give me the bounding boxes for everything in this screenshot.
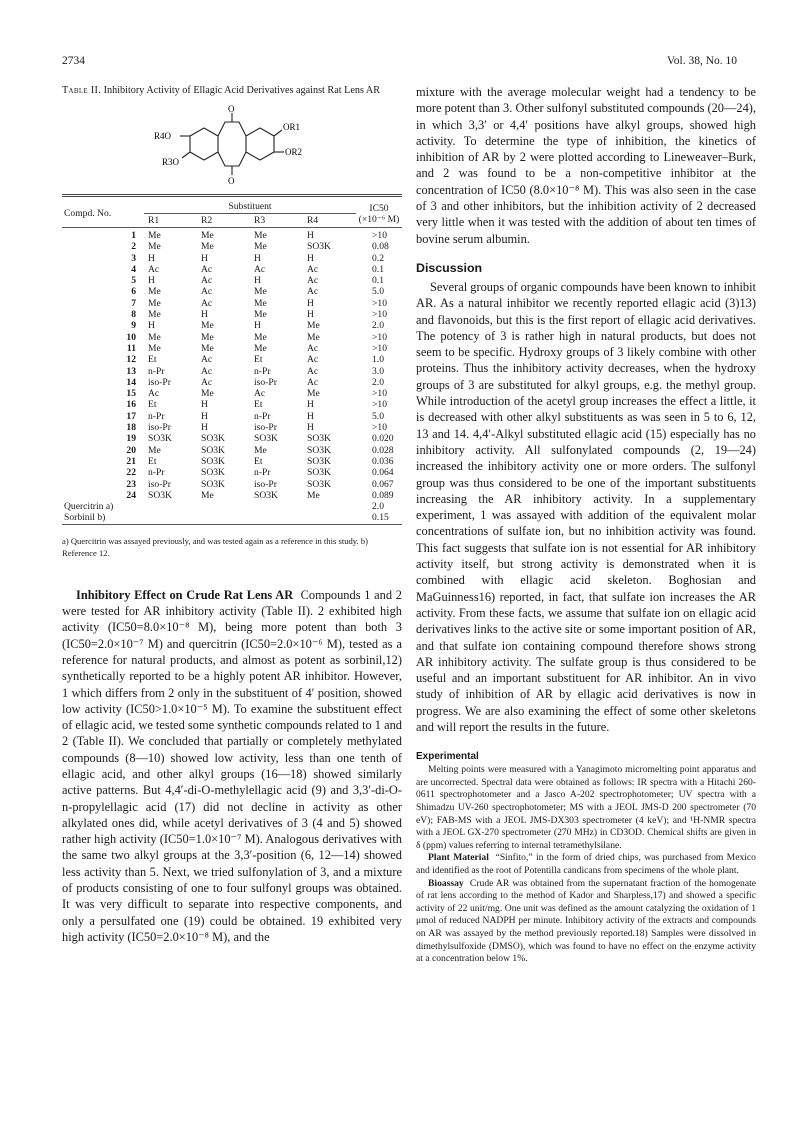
cell-r3: n-Pr	[254, 467, 271, 479]
cell-r2: Me	[201, 331, 214, 343]
cell-r1: SO3K	[148, 489, 172, 501]
cell-no: 1	[131, 230, 136, 241]
cell-no: 24	[126, 489, 136, 501]
experimental-paragraph: Melting points were measured with a Yanagimoto micromelting point apparatus and are uncorrected. Spectral data were obtained as follows: IR spectra with a Hitachi 260-0611 spectrophotometer and a Jasco A-202 spectrophotometer; UV spectra with a Shimadzu UV-260 spectrophotometer; MS with a JEOL JMS-D 200 spectrometer (70 eV); FAB-MS with a JEOL JMS-DX303 spectrometer (4 keV); and ¹H-NMR spectra with a JEOL GX-270 spectrometer (270 MHz) in CD3OD. Chemical shifts are given in δ (ppm) values referring to internal tetramethylsilane.	[416, 764, 756, 851]
table-row	[62, 286, 402, 297]
cell-ic50: 0.064	[372, 467, 394, 479]
cell-r2: Ac	[201, 376, 213, 388]
cell-r1	[144, 501, 197, 512]
cell-ic50: 2.0	[372, 376, 384, 388]
inhibition-table	[62, 194, 402, 527]
cell-r3: Me	[254, 342, 267, 354]
cell-r2: Ac	[201, 365, 213, 377]
cell-r1: H	[148, 252, 155, 264]
cell-ic50: 0.089	[372, 489, 394, 501]
cell-r3: SO3K	[254, 489, 278, 501]
cell-no: 20	[126, 444, 136, 456]
cell-r3	[250, 512, 303, 524]
table-caption	[62, 84, 402, 98]
cell-r2: Me	[201, 230, 214, 241]
cell-r4: H	[307, 297, 314, 309]
struct-or2: OR2	[285, 147, 303, 157]
cell-no: 19	[126, 433, 136, 445]
struct-o-bottom: O	[228, 176, 235, 186]
cell-ic50: 2.0	[372, 320, 384, 332]
cell-r1: iso-Pr	[148, 376, 171, 388]
cell-ic50: 3.0	[372, 365, 384, 377]
cell-ic50: 0.067	[372, 478, 394, 490]
cell-r2: H	[201, 309, 208, 321]
cell-r2: SO3K	[201, 433, 225, 445]
cell-r4: Ac	[307, 263, 319, 275]
cell-no: 4	[131, 263, 136, 275]
cell-r1: SO3K	[148, 433, 172, 445]
cell-r4: H	[307, 399, 314, 411]
table-row	[62, 377, 402, 388]
cell-r3: Et	[254, 455, 263, 467]
table-row	[62, 456, 402, 467]
cell-r1: H	[148, 320, 155, 332]
struct-r3o: R3O	[162, 157, 180, 167]
table-row	[62, 501, 402, 512]
cell-r3: SO3K	[254, 433, 278, 445]
cell-r2: SO3K	[201, 455, 225, 467]
cell-r2: SO3K	[201, 467, 225, 479]
cell-r1: iso-Pr	[148, 422, 171, 434]
cell-r3: iso-Pr	[254, 422, 277, 434]
cell-ic50: 0.15	[372, 512, 389, 524]
cell-r1: n-Pr	[148, 467, 165, 479]
cell-r3: Me	[254, 444, 267, 456]
cell-r3: iso-Pr	[254, 478, 277, 490]
table-row	[62, 253, 402, 264]
cell-r3: Me	[254, 230, 267, 241]
cell-r2	[197, 501, 250, 512]
cell-r4: Me	[307, 388, 320, 400]
table-row	[62, 241, 402, 252]
cell-r1: Et	[148, 354, 157, 366]
cell-ic50: 5.0	[372, 286, 384, 298]
cell-no: 15	[126, 388, 136, 400]
cell-r4: SO3K	[307, 433, 331, 445]
bioassay-text: Crude AR was obtained from the supernatant fraction of the homogenate of rat lens according to the method of Kador and Sharpless,17) and showed a specific activity of 22 unit/mg. One unit was defined as the amount catalyzing the oxidation of 1 μmol of reduced NADPH per minute. Inhibitory activity of the extracts and compounds on AR was assayed by the method previously reported.18) Samples were dissolved in dimethylsulfoxide (DMSO), which was found to have no effect on the enzyme activity at a concentration below 1%.	[416, 877, 757, 965]
cell-r4: Ac	[307, 275, 319, 287]
cell-r1: Et	[148, 455, 157, 467]
struct-o-top: O	[228, 104, 235, 114]
cell-r2: Me	[201, 320, 214, 332]
cell-ic50: >10	[372, 342, 388, 354]
ellagic-acid-structure	[132, 100, 332, 190]
journal-volume: Vol. 38, No. 10	[666, 55, 737, 67]
cell-r1: iso-Pr	[148, 478, 171, 490]
cell-r4: H	[307, 422, 314, 434]
cell-ic50: 0.036	[372, 455, 394, 467]
plant-material-text: “Sinfito,” in the form of dried chips, was purchased from Mexico and identified as the root of Potentilla candicans from specimens of the whole plant.	[416, 852, 756, 877]
cell-r1: H	[148, 275, 155, 287]
col-r1-header: R1	[148, 215, 160, 226]
cell-no: 13	[126, 365, 136, 377]
cell-r4: H	[307, 410, 314, 422]
cell-r2: SO3K	[201, 478, 225, 490]
cell-r1: Et	[148, 399, 157, 411]
table-row	[62, 320, 402, 331]
cell-ic50: 0.1	[372, 275, 384, 287]
cell-ic50: 0.08	[372, 241, 389, 253]
cell-no: 17	[126, 410, 136, 422]
cell-r3: n-Pr	[254, 410, 271, 422]
cell-r2: H	[201, 410, 208, 422]
cell-no: 3	[131, 252, 136, 264]
cell-no: 23	[126, 478, 136, 490]
cell-r3	[250, 501, 303, 512]
cell-no: 18	[126, 422, 136, 434]
cell-r3: H	[254, 252, 261, 264]
cell-r4: H	[307, 230, 314, 241]
col-ic50-header	[356, 200, 402, 228]
col-r2-header: R2	[201, 215, 213, 226]
cell-r2: Me	[201, 241, 214, 253]
cell-no: 10	[126, 331, 136, 343]
table-row	[62, 366, 402, 377]
cell-no: 6	[131, 286, 136, 298]
cell-r4: Ac	[307, 286, 319, 298]
page-number: 2734	[62, 55, 85, 67]
left-body-text: Compounds 1 and 2 were tested for AR inhibitory activity (Table II). 2 exhibited high activity (IC50=8.0×10⁻⁸ M), being more potent than both 3 (IC50=2.0×10⁻⁷ M) and quercitrin (IC50=2.0×10⁻⁶ M), tested as a reference for natural products, and almost as potent as sorbinil,12) synthetically reported to be a highly potent AR inhibitor. However, 1 which differs from 2 only in the substituent of 4′ position, showed low activity (IC50>1.0×10⁻⁵ M). To examine the substituent effect of ellagic acid, we tested some synthetic compounds related to 1 and 2 (Table II). We concluded that partially or completely methylated compounds (8—10) showed low activity, less than one tenth of ellagic acid, and other alkyl groups (16—18) showed similarly active patterns. But 4,4′-di-O-methylellagic acid (9) and 3,3′-di-O-n-propylellagic acid (17) did not decline in activity as other alkylated ones did, while acetyl derivatives of 3 (4 and 5) showed rather high activity (IC50=1.0×10⁻⁷ M). Analogous derivatives with the same two alkyl groups at the 3,3′-position (6, 12—14) showed less activity than 5. Next, we tried sulfonylation of 3, and a mixture of products consisting of one to four sulfonyl groups was obtained. It was very difficult to separate into respective components, and only a persulfated one (19) could be obtained. 19 exhibited very high activity (IC50=2.0×10⁻⁸ M), and the	[62, 587, 402, 944]
cell-no: 8	[131, 309, 136, 321]
table-row	[62, 422, 402, 433]
cell-r4: SO3K	[307, 241, 331, 253]
cell-r3: Et	[254, 399, 263, 411]
cell-ic50: 0.028	[372, 444, 394, 456]
cell-r3: Me	[254, 331, 267, 343]
cell-r4: Ac	[307, 365, 319, 377]
col-compd-header: Compd. No.	[64, 208, 112, 219]
cell-no: Quercitrin a)	[64, 501, 114, 513]
cell-no: 11	[126, 342, 136, 354]
cell-ic50: >10	[372, 331, 388, 343]
cell-r2	[197, 512, 250, 524]
bioassay-heading: Bioassay	[428, 877, 464, 889]
cell-no: 21	[126, 455, 136, 467]
cell-r4: Ac	[307, 342, 319, 354]
col-r4-header: R4	[307, 215, 319, 226]
cell-r3: n-Pr	[254, 365, 271, 377]
cell-r3: Et	[254, 354, 263, 366]
table-row	[62, 388, 402, 399]
cell-r3: H	[254, 320, 261, 332]
cell-r1: n-Pr	[148, 410, 165, 422]
cell-no: 2	[131, 241, 136, 253]
cell-r2: Ac	[201, 275, 213, 287]
table-row	[62, 445, 402, 456]
cell-ic50: >10	[372, 297, 388, 309]
left-column	[62, 84, 402, 945]
table-row	[62, 399, 402, 410]
cell-ic50: 2.0	[372, 501, 384, 513]
table-footnote: a) Quercitrin was assayed previously, and was tested again as a reference in this study. b) Reference 12.	[62, 535, 369, 558]
cell-r3: Me	[254, 297, 267, 309]
cell-r4: H	[307, 252, 314, 264]
table-row	[62, 309, 402, 320]
cell-ic50: >10	[372, 309, 388, 321]
cell-r4: SO3K	[307, 478, 331, 490]
cell-r4: Ac	[307, 376, 319, 388]
cell-r4: Me	[307, 320, 320, 332]
table-row	[62, 275, 402, 286]
cell-r1: Me	[148, 309, 161, 321]
cell-r1: Me	[148, 297, 161, 309]
cell-ic50: 1.0	[372, 354, 384, 366]
cell-r1: Me	[148, 331, 161, 343]
cell-r3: Me	[254, 309, 267, 321]
cell-r1: Me	[148, 444, 161, 456]
experimental-heading: Experimental	[416, 751, 479, 763]
cell-no: 12	[126, 354, 136, 366]
cell-ic50: >10	[372, 388, 388, 400]
section-heading-inhibitory-effect: Inhibitory Effect on Crude Rat Lens AR	[76, 587, 294, 602]
cell-r4	[303, 512, 356, 524]
cell-r2: Me	[201, 388, 214, 400]
cell-no: 7	[131, 297, 136, 309]
table-caption-text: Inhibitory Activity of Ellagic Acid Derivatives against Rat Lens AR	[103, 85, 381, 96]
plant-material-heading: Plant Material	[428, 852, 489, 864]
cell-r1: Ac	[148, 388, 160, 400]
table-row	[62, 411, 402, 422]
table-row	[62, 332, 402, 343]
cell-r4: SO3K	[307, 455, 331, 467]
cell-ic50: 5.0	[372, 410, 384, 422]
cell-r1	[144, 512, 197, 524]
table-row	[62, 512, 402, 524]
ic50-unit: (×10⁻⁶ M)	[358, 213, 400, 225]
discussion-paragraph: Several groups of organic compounds have been known to inhibit AR. As a natural inhibitor we recently reported ellagic acid (3)13) and flavonoids, but this is the first report of ellagic acid derivatives. The potency of 3 is rather high in natural products, but does not seem to be specific. Hydroxy groups of 3 likely combine with other proteins. Thus the inhibitory activity decreases, when the hydroxy groups of 3 are substituted for alkyl groups, e.g. the methyl group. While introduction of the acetyl group increases the effect a little, it is decreased with other alkyl substituents as was seen in 5 to 6, 12, 13 and 14. 4,4′-Alkyl substituted ellagic acid (15) especially has no inhibitory activity. All sulfonylated compounds (2, 19—24) increased the inhibitory activity one or more orders. The sulfonyl group was thus considered to be one of the important substituents increasing the AR inhibitory activity. In a supplementary experiment, 1 was assayed with addition of the equivalent molar concentrations of sulfate ion, but no inhibition activity was found. This fact suggests that sulfate ion is not essential for AR inhibitory activity itself, but strong activity is demonstrated when it is combined with ellagic acid skeleton. Boghosian and MaGuinness16) reported, in fact, that sulfate ion increases the AR activity. From these facts, we assume that sulfate ion on ellagic acid derivatives links to the active site or some important position of AR, and that sulfate ion containing compound therefore shows strong AR inhibitory activity. The sulfate group is thus considered to be useful and an important substituent for AR inhibitor. An in vivo study of inhibition of AR by ellagic acid derivatives is now in progress. We are also examining the effect of some other skeletons and will report the results in the future.	[416, 279, 756, 734]
cell-ic50: 0.1	[372, 263, 384, 275]
right-column	[416, 84, 756, 966]
cell-r2: Ac	[201, 297, 213, 309]
struct-or1: OR1	[283, 122, 301, 132]
cell-ic50: >10	[372, 399, 388, 411]
cell-r2: Ac	[201, 263, 213, 275]
col-substituent-header: Substituent	[144, 200, 356, 214]
table-row	[62, 343, 402, 354]
cell-r3: iso-Pr	[254, 376, 277, 388]
cell-r1: Ac	[148, 263, 160, 275]
table-row	[62, 490, 402, 501]
cell-no: 5	[131, 275, 136, 287]
cell-no: 14	[126, 376, 136, 388]
table-row	[62, 264, 402, 275]
table-row	[62, 354, 402, 365]
cell-r3: Me	[254, 241, 267, 253]
left-body-paragraph	[62, 587, 402, 946]
col-r3-header: R3	[254, 215, 266, 226]
discussion-heading: Discussion	[416, 260, 483, 275]
cell-r2: H	[201, 422, 208, 434]
cell-r3: H	[254, 275, 261, 287]
cell-ic50: 0.2	[372, 252, 384, 264]
cell-r1: Me	[148, 230, 161, 241]
bioassay-paragraph	[416, 878, 756, 966]
plant-material-paragraph	[416, 852, 756, 877]
cell-no: 22	[126, 467, 136, 479]
cell-r1: Me	[148, 286, 161, 298]
cell-r2: H	[201, 399, 208, 411]
cell-ic50: 0.020	[372, 433, 394, 445]
ic50-label: IC50	[369, 202, 389, 214]
cell-ic50: >10	[372, 422, 388, 434]
cell-r1: Me	[148, 342, 161, 354]
table-row	[62, 433, 402, 444]
struct-r4o: R4O	[154, 131, 172, 141]
cell-r4: Me	[307, 489, 320, 501]
right-intro-paragraph: mixture with the average molecular weight had a tendency to be more potent than 3. Other sulfonyl substituted compounds (20—24), in which 3,3′ or 4,4′ positions have alkyl groups, showed high activity. To determine the type of inhibition, the kinetics of inhibition of AR by 2 were plotted according to Lineweaver–Burk, and 2 was found to be a non-competitive inhibitor at the concentration of IC50 (8.0×10⁻⁸ M). This was also seen in the case of 3 and other inhibitors, but the inhibition activity of 2 decreased very little when it was tested with the addition of about ten times of bovine serum albumin.	[416, 85, 757, 246]
cell-no: Sorbinil b)	[64, 512, 106, 524]
table-row	[62, 230, 402, 241]
cell-r4: SO3K	[307, 467, 331, 479]
cell-r3: Ac	[254, 263, 266, 275]
cell-no: 9	[131, 320, 136, 332]
table-caption-label: Table II.	[62, 85, 102, 96]
cell-r2: Me	[201, 342, 214, 354]
cell-r4: Me	[307, 331, 320, 343]
cell-r3: Ac	[254, 388, 266, 400]
cell-r1: n-Pr	[148, 365, 165, 377]
cell-r2: Ac	[201, 286, 213, 298]
cell-r2: Me	[201, 489, 214, 501]
cell-no: 16	[126, 399, 136, 411]
cell-r1: Me	[148, 241, 161, 253]
cell-r4: SO3K	[307, 444, 331, 456]
table-row	[62, 479, 402, 490]
cell-r4	[303, 501, 356, 512]
table-row	[62, 467, 402, 478]
cell-r4: Ac	[307, 354, 319, 366]
cell-ic50: >10	[372, 230, 388, 241]
cell-r4: H	[307, 309, 314, 321]
table-row	[62, 298, 402, 309]
cell-r2: Ac	[201, 354, 213, 366]
cell-r2: SO3K	[201, 444, 225, 456]
cell-r2: H	[201, 252, 208, 264]
cell-r3: Me	[254, 286, 267, 298]
